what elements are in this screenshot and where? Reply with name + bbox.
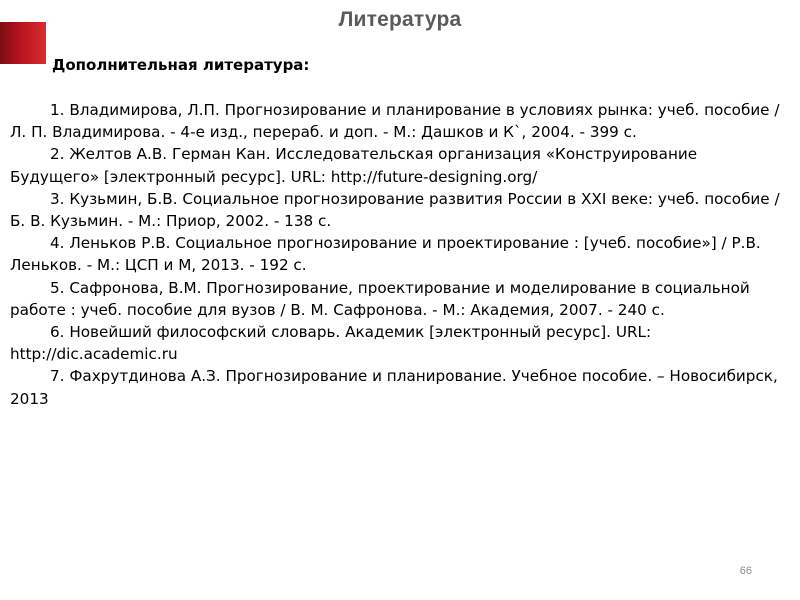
slide-title: Литература (338, 8, 462, 31)
reference-list (10, 99, 780, 410)
reference-item: 4. Леньков Р.В. Социальное прогнозирование и проектирование : [учеб. пособие»] / Р.В. Леньков. - М.: ЦСП и М, 2013. - 192 с. (10, 234, 761, 275)
reference-item: 2. Желтов А.В. Герман Кан. Исследовательская организация «Конструирование Будущего» [электронный ресурс]. URL: http://future-designing.org/ (10, 145, 698, 186)
reference-item: 7. Фахрутдинова А.З. Прогнозирование и планирование. Учебное пособие. – Новосибирск, 2013 (10, 367, 778, 408)
reference-item: 1. Владимирова, Л.П. Прогнозирование и планирование в условиях рынка: учеб. пособие / Л. П. Владимирова. - 4-е изд., перераб. и доп. - М.: Дашков и К`, 2004. - 399 с. (10, 101, 780, 142)
reference-item: 3. Кузьмин, Б.В. Социальное прогнозирование развития России в XXI веке: учеб. пособие / Б. В. Кузьмин. - М.: Приор, 2002. - 138 с. (10, 189, 780, 231)
page-number: 66 (739, 565, 752, 577)
section-subtitle: Дополнительная литература: (52, 56, 310, 74)
reference-item: 6. Новейший философский словарь. Академик [электронный ресурс]. URL: http://dic.academic.ru (10, 323, 652, 364)
reference-item: 5. Сафронова, В.М. Прогнозирование, проектирование и моделирование в социальной работе : учеб. пособие для вузов / В. М. Сафронова. - М.: Академия, 2007. - 240 с. (10, 278, 750, 319)
